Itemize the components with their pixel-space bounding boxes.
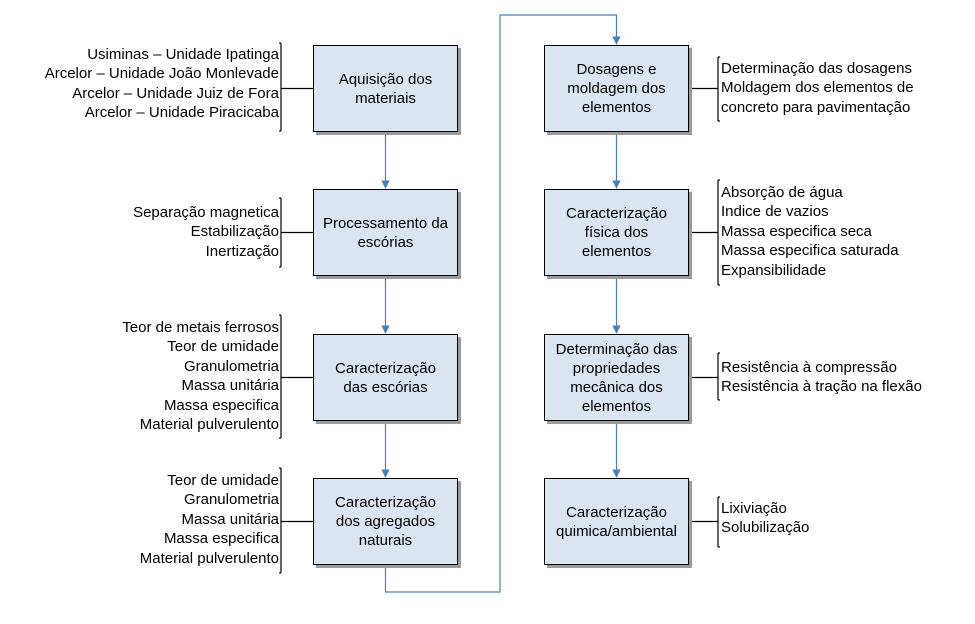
detail-item: Resistência à tração na flexão [721,378,922,396]
detail-item: Teor de umidade [167,338,279,356]
right-step-box-2: Caracterização física dos elementos [544,189,689,276]
detail-item: Lixiviação [721,500,787,517]
left-step-details-3 [122,318,279,434]
left-step-box-1: Aquisição dos materiais [313,45,458,132]
detail-item: concreto para pavimentação [721,98,911,116]
detail-item: Teor de umidade [167,472,279,489]
detail-item: Moldagem dos elementos de [721,79,914,97]
detail-item: Arcelor – Unidade João Monlevade [44,65,279,83]
detail-item: Massa especifica [163,530,279,548]
right-step-details-3 [721,358,922,397]
detail-item: Arcelor – Unidade Piracicaba [84,104,279,122]
detail-item: Determinação das dosagens [721,60,912,77]
detail-item: Massa especifica [163,396,279,414]
detail-item: Material pulverulento [139,416,279,434]
detail-item: Teor de metais ferrosos [122,319,279,336]
right-step-details-2 [721,183,899,280]
right-step-box-3: Determinação das propriedades mecânica dos elementos [544,334,689,421]
left-step-details-1 [45,45,279,123]
right-step-details-1 [721,59,914,117]
detail-item: Massa especifica saturada [721,242,899,260]
detail-item: Massa unitária [181,377,279,395]
right-step-box-1: Dosagens e moldagem dos elementos [544,45,689,132]
detail-item: Resistência à compressão [721,359,897,376]
right-step-details-4 [721,499,809,538]
left-step-details-4 [140,471,279,568]
left-step-box-2: Processamento da escórias [313,189,458,276]
detail-item: Absorção de água [721,184,843,201]
detail-item: Usiminas – Unidade Ipatinga [87,46,279,63]
detail-item: Arcelor – Unidade Juiz de Fora [72,84,279,102]
detail-item: Inertização [205,242,279,260]
detail-item: Estabilização [190,223,279,241]
detail-item: Indice de vazios [721,203,829,221]
detail-item: Granulometria [183,357,279,375]
detail-item: Separação magnetica [133,204,279,221]
detail-item: Expansibilidade [721,261,827,279]
right-step-box-4: Caracterização quimica/ambiental [544,478,689,565]
left-step-box-3: Caracterização das escórias [313,334,458,421]
detail-item: Granulometria [183,491,279,509]
detail-item: Massa especifica seca [721,222,872,240]
detail-item: Solubilização [721,519,810,537]
left-step-details-2 [133,203,279,261]
detail-item: Material pulverulento [139,549,279,567]
left-step-box-4: Caracterização dos agregados naturais [313,478,458,565]
detail-item: Massa unitária [181,510,279,528]
